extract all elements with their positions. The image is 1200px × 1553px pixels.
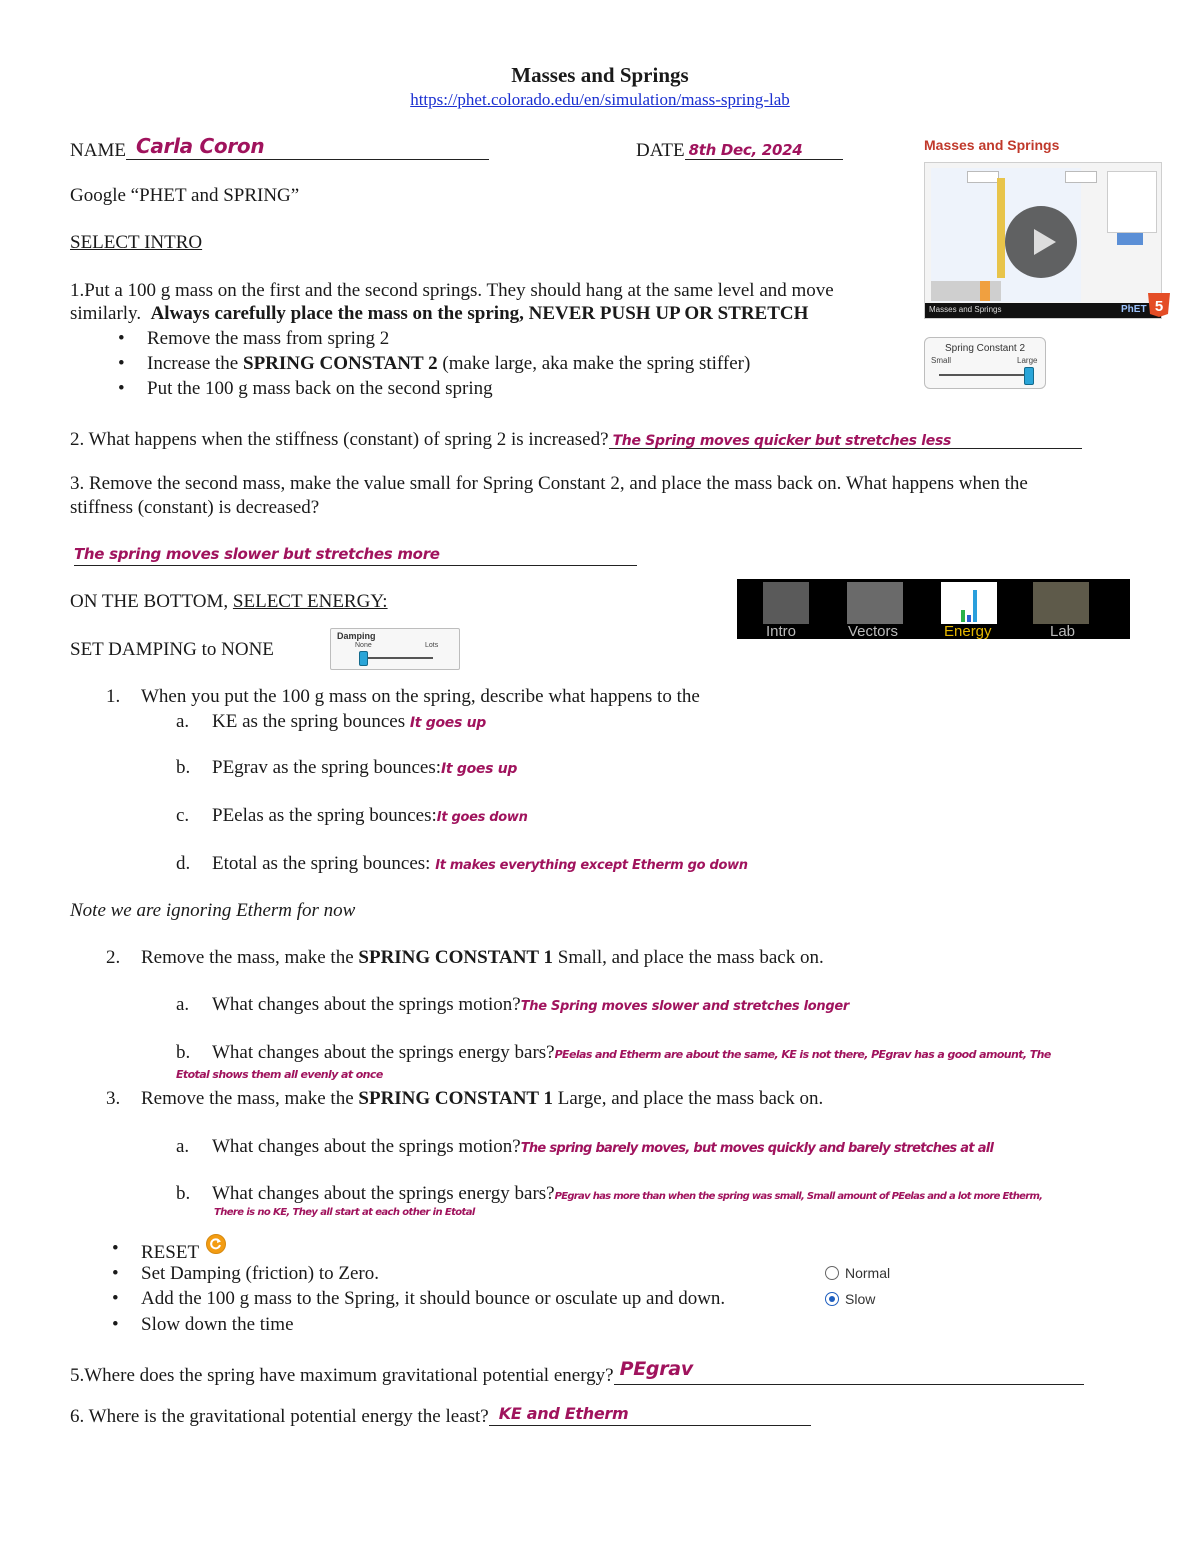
energy-q3b-answer-2: There is no KE, They all start at each other in Etotal [214,1207,475,1218]
simulation-link[interactable]: https://phet.colorado.edu/en/simulation/mass-spring-lab [410,90,790,109]
page-title: Masses and Springs [511,63,689,87]
q1-bullet: • Put the 100 g mass back on the second spring [147,378,493,400]
tab-vectors-icon[interactable] [847,582,903,624]
energy-q1d: Etotal as the spring bounces: It makes everything except Etherm go down [212,853,748,874]
radio-slow-circle[interactable] [825,1292,839,1306]
energy-q3b-answer-1: PEgrav has more than when the spring was small, Small amount of PEelas and a lot more Etherm, [554,1191,1043,1202]
play-button-icon[interactable] [1005,206,1077,278]
q3-line1: 3. Remove the second mass, make the value small for Spring Constant 2, and place the mass back on. What happens when the [70,473,1028,494]
date-row [636,137,843,162]
energy-q2-num: 2. [106,947,121,968]
radio-normal-label: Normal [845,1265,891,1281]
energy-q1c-answer: It goes down [436,810,528,825]
svg-text:5: 5 [1154,298,1164,315]
tab-lab-icon[interactable] [1033,582,1089,624]
energy-q1a-answer: It goes up [409,715,486,731]
slow-time-bullet: • Slow down the time [141,1314,294,1336]
date-answer: 8th Dec, 2024 [688,141,803,159]
q1-bullet: • Remove the mass from spring 2 [147,328,389,350]
item-letter: b. [176,757,191,778]
q1-bullet: • Increase the SPRING CONSTANT 2 (make large, aka make the spring stiffer) [147,353,750,375]
spring-constant-box [967,171,999,183]
tab-intro-icon[interactable] [763,582,809,624]
name-label: NAME [70,140,126,161]
damping-instruction: SET DAMPING to NONE [70,639,274,660]
item-letter: a. [176,1136,190,1157]
spring-constant-slider-card [924,337,1046,389]
energy-q2-text: Remove the mass, make the SPRING CONSTANT 1 Small, and place the mass back on. [141,947,824,968]
slider-thumb[interactable] [359,651,368,666]
energy-q1d-answer: It makes everything except Etherm go down [435,858,748,873]
radio-slow-label: Slow [845,1291,876,1307]
options-panel [1107,171,1157,233]
slider-title: Damping [337,631,376,641]
google-instruction: Google “PHET and SPRING” [70,185,300,206]
q5-answer: PEgrav [619,1358,693,1380]
q1-line2: similarly. Always carefully place the mass on the spring, NEVER PUSH UP OR STRETCH [70,303,809,324]
q6-answer: KE and Etherm [498,1404,629,1423]
phet-logo-icon: PhET [1121,304,1147,315]
q3-line2: stiffness (constant) is decreased? [70,497,320,518]
radio-slow[interactable] [825,1291,875,1307]
slider-thumb[interactable] [1024,367,1034,385]
item-letter: b. [176,1183,191,1204]
energy-q3-num: 3. [106,1088,121,1109]
name-row [70,134,489,162]
reset-icon[interactable] [206,1234,226,1254]
slider-min-label: None [355,642,372,649]
tab-vectors[interactable]: Vectors [848,623,899,640]
energy-q3a-answer: The spring barely moves, but moves quickly and barely stretches at all [520,1141,994,1156]
item-letter: a. [176,994,190,1015]
item-letter: c. [176,805,190,826]
q5-question: 5.Where does the spring have maximum gravitational potential energy? PEgrav [70,1362,1084,1387]
sim-navbar [925,303,1161,318]
tab-intro[interactable]: Intro [766,623,797,640]
date-label: DATE [636,140,685,161]
energy-q1-text: When you put the 100 g mass on the spring, describe what happens to the [141,686,700,707]
energy-q3b: What changes about the springs energy bars?PEgrav has more than when the spring was small, Small amount of PEelas and a lot more Etherm, [212,1183,1043,1204]
tab-lab[interactable]: Lab [1050,623,1076,640]
damping-bullet: • Set Damping (friction) to Zero. [141,1263,379,1285]
html5-badge-icon [1146,292,1172,318]
item-letter: b. [176,1042,191,1063]
select-intro-heading: SELECT INTRO [70,232,203,253]
radio-normal-circle[interactable] [825,1266,839,1280]
reset-bullet: • RESET [141,1238,223,1264]
sim-navbar-label: Masses and Springs [929,305,1002,314]
tab-energy-icon[interactable] [941,582,997,624]
slider-max-label: Large [1017,356,1038,365]
energy-q2a: What changes about the springs motion?The Spring moves slower and stretches longer [212,994,849,1015]
energy-q2b: What changes about the springs energy bars?PEelas and Etherm are about the same, KE is not there, PEgrav has a good amount, The [212,1042,1051,1063]
slider-title: Spring Constant 2 [944,343,1026,354]
slider-max-label: Lots [425,642,439,649]
radio-normal[interactable] [825,1265,890,1281]
energy-q3-text: Remove the mass, make the SPRING CONSTANT 1 Large, and place the mass back on. [141,1088,824,1109]
energy-q1b: PEgrav as the spring bounces:It goes up [212,757,518,778]
sim-preview[interactable] [924,162,1162,319]
slider-min-label: Small [931,356,952,365]
energy-q1b-answer: It goes up [441,761,518,777]
slider-track[interactable] [939,374,1029,376]
select-energy-heading: ON THE BOTTOM, SELECT ENERGY: [70,591,388,612]
energy-q1c: PEelas as the spring bounces:It goes down [212,805,528,826]
sim-preview-title: Masses and Springs [924,137,1060,153]
mass-shelf [931,281,1001,301]
energy-q1-num: 1. [106,686,121,707]
energy-q2b-answer-1: PEelas and Etherm are about the same, KE is not there, PEgrav has a good amount, The [554,1048,1051,1061]
slider-track[interactable] [363,657,433,659]
energy-q3a: What changes about the springs motion?The spring barely moves, but moves quickly and barely stretches at all [212,1136,994,1157]
spring-constant-box [1065,171,1097,183]
energy-q1a: KE as the spring bounces It goes up [212,711,486,732]
q1-line1: 1.Put a 100 g mass on the first and the second springs. They should hang at the same level and move [70,280,834,301]
ruler [997,178,1005,278]
screen-tabs [737,579,1130,639]
tab-energy[interactable]: Energy [944,623,992,640]
q2-answer: The Spring moves quicker but stretches less [612,433,952,449]
q2-question: 2. What happens when the stiffness (constant) of spring 2 is increased? The Spring moves quicker but stretches less [70,426,1082,451]
item-letter: a. [176,711,190,732]
mass-block [980,281,990,301]
q6-question: 6. Where is the gravitational potential energy the least? KE and Etherm [70,1403,811,1428]
name-answer: Carla Coron [135,134,265,158]
ruler-button [1117,233,1143,245]
q3-answer-line [74,545,637,566]
energy-q2b-answer-2: Etotal shows them all evenly at once [176,1068,383,1081]
q3-answer: The spring moves slower but stretches more [74,545,440,563]
add-mass-bullet: • Add the 100 g mass to the Spring, it should bounce or osculate up and down. [141,1288,725,1310]
energy-q2a-answer: The Spring moves slower and stretches longer [520,999,849,1014]
etherm-note: Note we are ignoring Etherm for now [70,900,356,921]
damping-slider-card [330,628,460,670]
item-letter: d. [176,853,191,874]
